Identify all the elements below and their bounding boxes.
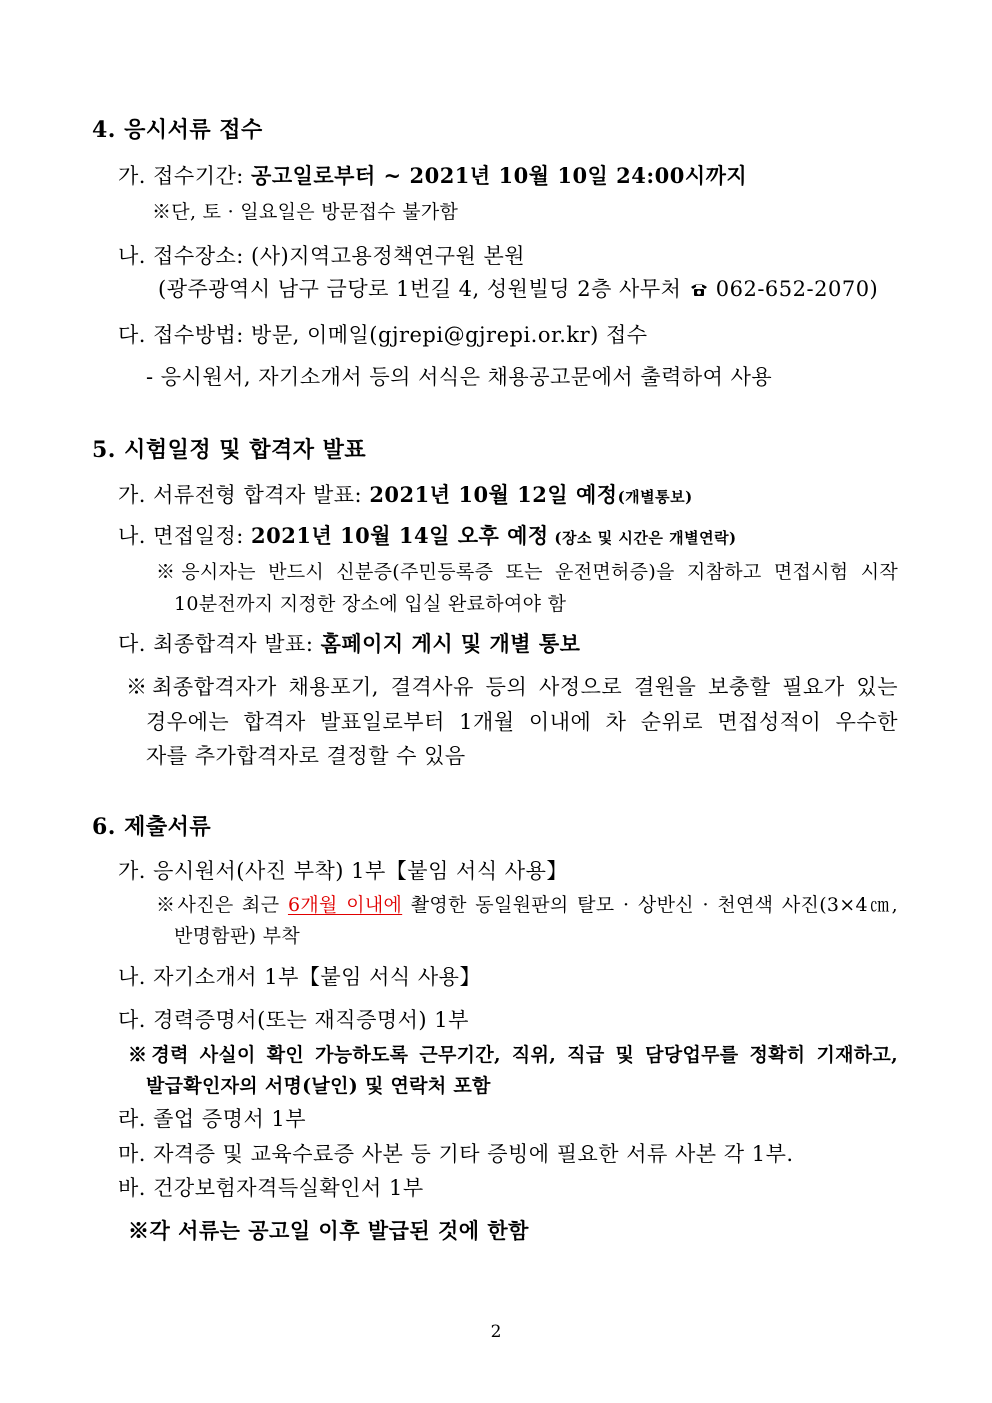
section-5-note-line2: 경우에는 합격자 발표일로부터 1개월 이내에 차 순위로 면접성적이 우수한 [146,710,898,734]
section-5-na-note-line2: 10분전까지 지정한 장소에 입실 완료하여야 함 [174,593,567,615]
section-5-na-small: (장소 및 시간은 개별연락) [548,529,737,547]
section-5-na-label: 나. 면접일정: [118,524,252,548]
section-4-ga-note: ※단, 토 · 일요일은 방문접수 불가함 [152,201,459,223]
section-5-na [118,522,737,552]
section-4-da: 다. 접수방법: 방문, 이메일(gjrepi@gjrepi.or.kr) 접수 [118,323,648,347]
photo-note-prefix: ※사진은 최근 [156,894,288,916]
section-6-final-note: ※각 서류는 공고일 이후 발급된 것에 한함 [128,1218,529,1243]
section-4-na-address [158,275,878,303]
section-5-da [118,630,580,658]
section-6-ra: 라. 졸업 증명서 1부 [118,1107,307,1131]
section-5-da-value: 홈페이지 게시 및 개별 통보 [320,631,581,656]
section-4-ga-value: 공고일로부터 ~ 2021년 10월 10일 24:00시까지 [251,163,748,188]
page-number: 2 [490,1322,502,1342]
section-4-da-note: - 응시원서, 자기소개서 등의 서식은 채용공고문에서 출력하여 사용 [146,365,773,389]
section-6-ba: 바. 건강보험자격득실확인서 1부 [118,1176,424,1200]
section-6-na: 나. 자기소개서 1부【붙임 서식 사용】 [118,965,481,989]
section-4-title: 4. 응시서류 접수 [92,117,263,143]
section-5-ga-small: (개별통보) [617,488,693,506]
section-4-ga-label: 가. 접수기간: [118,164,252,188]
section-4-ga [118,162,747,190]
section-6-ma: 마. 자격증 및 교육수료증 사본 등 기타 증빙에 필요한 서류 사본 각 1부. [118,1142,794,1166]
section-5-note-line1: ※최종합격자가 채용포기, 결격사유 등의 사정으로 결원을 보충할 필요가 있는 [126,675,898,699]
section-5-ga-value: 2021년 10월 12일 예정 [369,482,618,507]
section-5-na-value: 2021년 10월 14일 오후 예정 [251,523,549,548]
section-5-na-note-line1: ※응시자는 반드시 신분증(주민등록증 또는 운전면허증)을 지참하고 면접시험 시작 [156,561,898,583]
section-5-title: 5. 시험일정 및 합격자 발표 [92,437,367,463]
section-6-da-note-line2: 발급확인자의 서명(날인) 및 연락처 포함 [146,1075,491,1097]
section-5-ga-label: 가. 서류전형 합격자 발표: [118,483,370,507]
section-5-ga [118,481,693,511]
section-6-ga-note-line2: 반명함판) 부착 [174,925,300,947]
section-6-da-note-line1: ※경력 사실이 확인 가능하도록 근무기간, 직위, 직급 및 담당업무를 정확히 기재하고, [128,1044,898,1066]
address-text: (광주광역시 남구 금당로 1번길 4, 성원빌딩 2층 사무처 [158,277,689,301]
phone-number: 062-652-2070) [708,277,879,301]
section-6-title: 6. 제출서류 [92,814,212,840]
telephone-icon [689,281,709,297]
section-6-ga: 가. 응시원서(사진 부착) 1부【붙임 서식 사용】 [118,859,568,883]
section-6-ga-note-line1 [156,891,898,919]
section-6-da: 다. 경력증명서(또는 재직증명서) 1부 [118,1008,469,1032]
photo-note-suffix: 촬영한 동일원판의 탈모 · 상반신 · 천연색 사진(3×4㎝, [402,894,899,916]
photo-note-highlight: 6개월 이내에 [287,894,403,916]
section-5-note-line3: 자를 추가합격자로 결정할 수 있음 [146,744,466,768]
section-4-na: 나. 접수장소: (사)지역고용정책연구원 본원 [118,244,526,268]
section-5-da-label: 다. 최종합격자 발표: [118,632,321,656]
